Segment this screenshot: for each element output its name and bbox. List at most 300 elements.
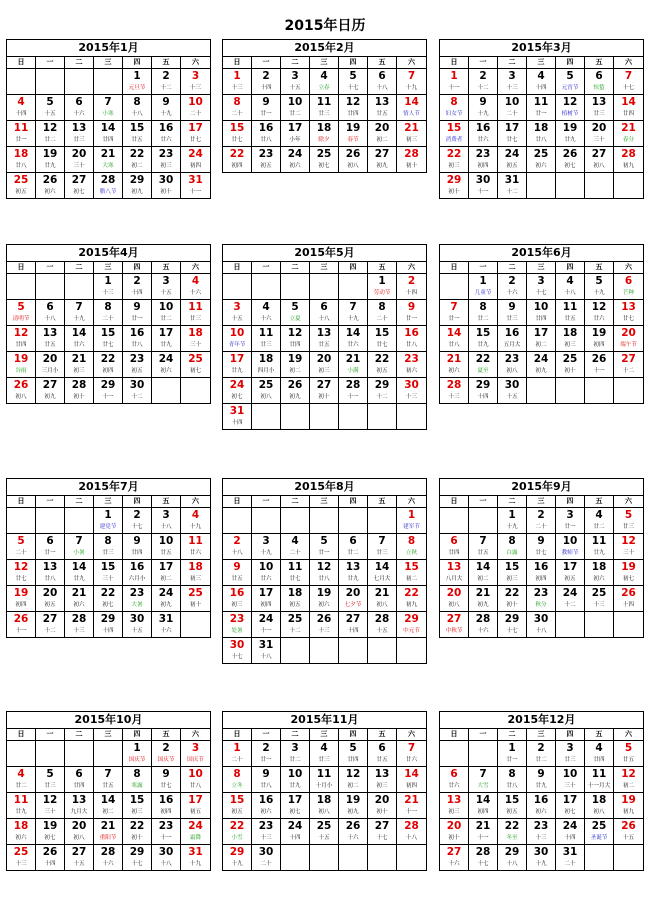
day-number[interactable]: 7 xyxy=(469,534,498,548)
day-number[interactable]: 27 xyxy=(65,845,94,859)
day-number[interactable]: 28 xyxy=(368,612,397,626)
day-number[interactable]: 21 xyxy=(469,586,498,600)
day-number[interactable]: 3 xyxy=(152,508,181,522)
day-number[interactable]: 9 xyxy=(123,300,152,314)
day-number[interactable]: 7 xyxy=(469,767,498,781)
day-number[interactable]: 10 xyxy=(152,534,181,548)
day-number[interactable]: 23 xyxy=(252,819,281,833)
day-number[interactable]: 6 xyxy=(65,767,94,781)
day-number[interactable]: 2 xyxy=(152,69,181,83)
day-number[interactable]: 29 xyxy=(94,612,123,626)
day-number[interactable]: 9 xyxy=(469,95,498,109)
day-number[interactable]: 24 xyxy=(152,352,181,366)
day-number[interactable]: 25 xyxy=(527,147,556,161)
day-number[interactable]: 18 xyxy=(281,586,310,600)
day-number[interactable]: 24 xyxy=(188,820,203,832)
day-number[interactable]: 26 xyxy=(556,147,585,161)
day-number[interactable]: 30 xyxy=(123,378,152,392)
day-number[interactable]: 9 xyxy=(527,767,556,781)
day-number[interactable]: 13 xyxy=(339,560,368,574)
day-number[interactable]: 10 xyxy=(527,300,556,314)
day-number[interactable]: 22 xyxy=(223,147,252,161)
day-number[interactable]: 4 xyxy=(527,69,556,83)
day-number[interactable]: 14 xyxy=(404,96,419,108)
day-number[interactable]: 3 xyxy=(281,741,310,755)
day-number[interactable]: 5 xyxy=(7,300,36,314)
day-number[interactable]: 11 xyxy=(7,121,36,135)
day-number[interactable]: 20 xyxy=(65,819,94,833)
day-number[interactable]: 2 xyxy=(123,508,152,522)
day-number[interactable]: 17 xyxy=(527,326,556,340)
day-number[interactable]: 3 xyxy=(556,741,585,755)
day-number[interactable]: 23 xyxy=(123,586,152,600)
day-number[interactable]: 22 xyxy=(404,587,419,599)
day-number[interactable]: 2 xyxy=(469,69,498,83)
day-number[interactable]: 1 xyxy=(368,274,397,288)
day-number[interactable]: 31 xyxy=(188,174,203,186)
day-number[interactable]: 18 xyxy=(585,560,614,574)
day-number[interactable]: 23 xyxy=(123,352,152,366)
day-number[interactable]: 22 xyxy=(498,586,527,600)
day-number[interactable]: 10 xyxy=(188,768,203,780)
day-number[interactable]: 4 xyxy=(7,95,36,109)
day-number[interactable]: 1 xyxy=(94,274,123,288)
day-number[interactable]: 2 xyxy=(527,741,556,755)
day-number[interactable]: 17 xyxy=(556,793,585,807)
day-number[interactable]: 6 xyxy=(36,534,65,548)
day-number[interactable]: 3 xyxy=(281,69,310,83)
day-number[interactable]: 13 xyxy=(36,560,65,574)
day-number[interactable]: 9 xyxy=(527,534,556,548)
day-number[interactable]: 26 xyxy=(339,147,368,161)
day-number[interactable]: 9 xyxy=(123,534,152,548)
day-number[interactable]: 20 xyxy=(65,147,94,161)
day-number[interactable]: 8 xyxy=(440,95,469,109)
day-number[interactable]: 6 xyxy=(368,69,397,83)
day-number[interactable]: 25 xyxy=(7,173,36,187)
day-number[interactable]: 11 xyxy=(585,534,614,548)
day-number[interactable]: 1 xyxy=(498,741,527,755)
day-number[interactable]: 10 xyxy=(281,767,310,781)
day-number[interactable]: 1 xyxy=(469,274,498,288)
day-number[interactable]: 22 xyxy=(469,352,498,366)
day-number[interactable]: 19 xyxy=(339,121,368,135)
day-number[interactable]: 7 xyxy=(407,742,416,754)
day-number[interactable]: 11 xyxy=(310,95,339,109)
day-number[interactable]: 29 xyxy=(94,378,123,392)
day-number[interactable]: 13 xyxy=(65,793,94,807)
day-number[interactable]: 5 xyxy=(339,69,368,83)
day-number[interactable]: 14 xyxy=(94,121,123,135)
day-number[interactable]: 21 xyxy=(94,819,123,833)
day-number[interactable]: 16 xyxy=(123,326,152,340)
day-number[interactable]: 29 xyxy=(498,612,527,626)
day-number[interactable]: 13 xyxy=(621,301,636,313)
day-number[interactable]: 30 xyxy=(527,612,556,626)
day-number[interactable]: 9 xyxy=(223,560,252,574)
day-number[interactable]: 7 xyxy=(368,534,397,548)
day-number[interactable]: 21 xyxy=(65,586,94,600)
day-number[interactable]: 22 xyxy=(498,819,527,833)
day-number[interactable]: 3 xyxy=(191,70,200,82)
day-number[interactable]: 10 xyxy=(281,95,310,109)
day-number[interactable]: 15 xyxy=(123,121,152,135)
day-number[interactable]: 15 xyxy=(498,560,527,574)
day-number[interactable]: 12 xyxy=(585,300,614,314)
day-number[interactable]: 27 xyxy=(310,378,339,392)
day-number[interactable]: 6 xyxy=(368,741,397,755)
day-number[interactable]: 18 xyxy=(310,121,339,135)
day-number[interactable]: 19 xyxy=(7,586,36,600)
day-number[interactable]: 14 xyxy=(469,560,498,574)
day-number[interactable]: 27 xyxy=(585,147,614,161)
day-number[interactable]: 13 xyxy=(368,767,397,781)
day-number[interactable]: 7 xyxy=(65,534,94,548)
day-number[interactable]: 4 xyxy=(556,274,585,288)
day-number[interactable]: 3 xyxy=(223,300,252,314)
day-number[interactable]: 21 xyxy=(440,352,469,366)
day-number[interactable]: 28 xyxy=(469,845,498,859)
day-number[interactable]: 28 xyxy=(621,148,636,160)
day-number[interactable]: 7 xyxy=(94,95,123,109)
day-number[interactable]: 7 xyxy=(65,300,94,314)
day-number[interactable]: 19 xyxy=(339,793,368,807)
day-number[interactable]: 14 xyxy=(94,793,123,807)
day-number[interactable]: 14 xyxy=(621,96,636,108)
day-number[interactable]: 3 xyxy=(191,742,200,754)
day-number[interactable]: 3 xyxy=(252,534,281,548)
day-number[interactable]: 27 xyxy=(440,612,469,626)
day-number[interactable]: 5 xyxy=(281,300,310,314)
day-number[interactable]: 2 xyxy=(252,69,281,83)
day-number[interactable]: 29 xyxy=(498,845,527,859)
day-number[interactable]: 16 xyxy=(123,560,152,574)
day-number[interactable]: 17 xyxy=(498,121,527,135)
day-number[interactable]: 8 xyxy=(498,767,527,781)
day-number[interactable]: 9 xyxy=(152,767,181,781)
day-number[interactable]: 15 xyxy=(440,121,469,135)
day-number[interactable]: 18 xyxy=(310,793,339,807)
day-number[interactable]: 9 xyxy=(407,301,416,313)
day-number[interactable]: 21 xyxy=(404,122,419,134)
day-number[interactable]: 19 xyxy=(585,326,614,340)
day-number[interactable]: 30 xyxy=(498,378,527,392)
day-number[interactable]: 11 xyxy=(7,793,36,807)
day-number[interactable]: 19 xyxy=(621,794,636,806)
day-number[interactable]: 22 xyxy=(123,819,152,833)
day-number[interactable]: 20 xyxy=(440,586,469,600)
day-number[interactable]: 29 xyxy=(123,845,152,859)
day-number[interactable]: 5 xyxy=(624,509,633,521)
day-number[interactable]: 26 xyxy=(7,378,36,392)
day-number[interactable]: 28 xyxy=(94,845,123,859)
day-number[interactable]: 10 xyxy=(152,300,181,314)
day-number[interactable]: 5 xyxy=(556,69,585,83)
day-number[interactable]: 17 xyxy=(152,560,181,574)
day-number[interactable]: 24 xyxy=(152,586,181,600)
day-number[interactable]: 23 xyxy=(469,147,498,161)
day-number[interactable]: 6 xyxy=(310,300,339,314)
day-number[interactable]: 29 xyxy=(404,613,419,625)
day-number[interactable]: 22 xyxy=(223,819,252,833)
day-number[interactable]: 8 xyxy=(469,300,498,314)
day-number[interactable]: 17 xyxy=(188,122,203,134)
day-number[interactable]: 15 xyxy=(123,793,152,807)
day-number[interactable]: 13 xyxy=(585,95,614,109)
day-number[interactable]: 24 xyxy=(556,586,585,600)
day-number[interactable]: 6 xyxy=(440,767,469,781)
day-number[interactable]: 19 xyxy=(36,147,65,161)
day-number[interactable]: 17 xyxy=(152,326,181,340)
day-number[interactable]: 31 xyxy=(252,638,281,652)
day-number[interactable]: 27 xyxy=(440,845,469,859)
day-number[interactable]: 5 xyxy=(310,534,339,548)
day-number[interactable]: 28 xyxy=(469,612,498,626)
day-number[interactable]: 21 xyxy=(94,147,123,161)
day-number[interactable]: 30 xyxy=(223,638,252,652)
day-number[interactable]: 24 xyxy=(527,352,556,366)
day-number[interactable]: 6 xyxy=(624,275,633,287)
day-number[interactable]: 30 xyxy=(152,173,181,187)
day-number[interactable]: 4 xyxy=(191,509,200,521)
day-number[interactable]: 5 xyxy=(624,742,633,754)
day-number[interactable]: 4 xyxy=(310,741,339,755)
day-number[interactable]: 28 xyxy=(404,820,419,832)
day-number[interactable]: 8 xyxy=(123,95,152,109)
day-number[interactable]: 17 xyxy=(281,121,310,135)
day-number[interactable]: 5 xyxy=(7,534,36,548)
day-number[interactable]: 18 xyxy=(7,819,36,833)
day-number[interactable]: 19 xyxy=(281,352,310,366)
day-number[interactable]: 12 xyxy=(621,768,636,780)
day-number[interactable]: 27 xyxy=(36,612,65,626)
day-number[interactable]: 2 xyxy=(498,274,527,288)
day-number[interactable]: 20 xyxy=(339,586,368,600)
day-number[interactable]: 2 xyxy=(223,534,252,548)
day-number[interactable]: 27 xyxy=(36,378,65,392)
day-number[interactable]: 11 xyxy=(310,767,339,781)
day-number[interactable]: 16 xyxy=(152,793,181,807)
day-number[interactable]: 1 xyxy=(123,69,152,83)
day-number[interactable]: 18 xyxy=(527,121,556,135)
day-number[interactable]: 6 xyxy=(65,95,94,109)
day-number[interactable]: 18 xyxy=(585,793,614,807)
day-number[interactable]: 20 xyxy=(621,327,636,339)
day-number[interactable]: 27 xyxy=(621,353,636,365)
day-number[interactable]: 16 xyxy=(498,326,527,340)
day-number[interactable]: 24 xyxy=(498,147,527,161)
day-number[interactable]: 28 xyxy=(65,378,94,392)
day-number[interactable]: 2 xyxy=(527,508,556,522)
day-number[interactable]: 20 xyxy=(310,352,339,366)
day-number[interactable]: 8 xyxy=(223,767,252,781)
day-number[interactable]: 17 xyxy=(252,586,281,600)
day-number[interactable]: 23 xyxy=(527,586,556,600)
day-number[interactable]: 5 xyxy=(36,767,65,781)
day-number[interactable]: 9 xyxy=(252,767,281,781)
day-number[interactable]: 22 xyxy=(94,586,123,600)
day-number[interactable]: 4 xyxy=(585,741,614,755)
day-number[interactable]: 26 xyxy=(310,612,339,626)
day-number[interactable]: 25 xyxy=(556,352,585,366)
day-number[interactable]: 10 xyxy=(556,767,585,781)
day-number[interactable]: 7 xyxy=(339,300,368,314)
day-number[interactable]: 14 xyxy=(65,326,94,340)
day-number[interactable]: 19 xyxy=(556,121,585,135)
day-number[interactable]: 23 xyxy=(527,819,556,833)
day-number[interactable]: 11 xyxy=(585,767,614,781)
day-number[interactable]: 11 xyxy=(281,560,310,574)
day-number[interactable]: 28 xyxy=(339,378,368,392)
day-number[interactable]: 20 xyxy=(585,121,614,135)
day-number[interactable]: 12 xyxy=(7,560,36,574)
day-number[interactable]: 4 xyxy=(585,508,614,522)
day-number[interactable]: 31 xyxy=(152,612,181,626)
day-number[interactable]: 16 xyxy=(152,121,181,135)
day-number[interactable]: 31 xyxy=(188,846,203,858)
day-number[interactable]: 7 xyxy=(407,70,416,82)
day-number[interactable]: 28 xyxy=(65,612,94,626)
day-number[interactable]: 24 xyxy=(281,819,310,833)
day-number[interactable]: 24 xyxy=(281,147,310,161)
day-number[interactable]: 13 xyxy=(36,326,65,340)
day-number[interactable]: 3 xyxy=(152,274,181,288)
day-number[interactable]: 30 xyxy=(527,845,556,859)
day-number[interactable]: 17 xyxy=(223,352,252,366)
day-number[interactable]: 30 xyxy=(469,173,498,187)
day-number[interactable]: 20 xyxy=(368,793,397,807)
day-number[interactable]: 21 xyxy=(339,352,368,366)
day-number[interactable]: 15 xyxy=(94,560,123,574)
day-number[interactable]: 12 xyxy=(7,326,36,340)
day-number[interactable]: 20 xyxy=(36,352,65,366)
day-number[interactable]: 14 xyxy=(469,793,498,807)
day-number[interactable]: 19 xyxy=(621,561,636,573)
day-number[interactable]: 8 xyxy=(368,300,397,314)
day-number[interactable]: 25 xyxy=(585,819,614,833)
day-number[interactable]: 27 xyxy=(368,819,397,833)
day-number[interactable]: 25 xyxy=(310,147,339,161)
day-number[interactable]: 12 xyxy=(556,95,585,109)
day-number[interactable]: 25 xyxy=(252,378,281,392)
day-number[interactable]: 15 xyxy=(94,326,123,340)
day-number[interactable]: 2 xyxy=(152,741,181,755)
day-number[interactable]: 7 xyxy=(94,767,123,781)
day-number[interactable]: 18 xyxy=(252,352,281,366)
day-number[interactable]: 3 xyxy=(556,508,585,522)
day-number[interactable]: 31 xyxy=(498,173,527,187)
day-number[interactable]: 1 xyxy=(123,741,152,755)
day-number[interactable]: 16 xyxy=(223,586,252,600)
day-number[interactable]: 26 xyxy=(621,820,636,832)
day-number[interactable]: 15 xyxy=(368,326,397,340)
day-number[interactable]: 26 xyxy=(7,612,36,626)
day-number[interactable]: 6 xyxy=(339,534,368,548)
day-number[interactable]: 18 xyxy=(556,326,585,340)
day-number[interactable]: 11 xyxy=(527,95,556,109)
day-number[interactable]: 22 xyxy=(368,352,397,366)
day-number[interactable]: 13 xyxy=(440,560,469,574)
day-number[interactable]: 11 xyxy=(188,535,203,547)
day-number[interactable]: 14 xyxy=(404,768,419,780)
day-number[interactable]: 8 xyxy=(498,534,527,548)
day-number[interactable]: 1 xyxy=(223,741,252,755)
day-number[interactable]: 12 xyxy=(339,95,368,109)
day-number[interactable]: 10 xyxy=(223,326,252,340)
day-number[interactable]: 29 xyxy=(469,378,498,392)
day-number[interactable]: 15 xyxy=(223,121,252,135)
day-number[interactable]: 21 xyxy=(469,819,498,833)
day-number[interactable]: 27 xyxy=(65,173,94,187)
day-number[interactable]: 9 xyxy=(498,300,527,314)
day-number[interactable]: 27 xyxy=(339,612,368,626)
day-number[interactable]: 12 xyxy=(310,560,339,574)
day-number[interactable]: 2 xyxy=(407,275,416,287)
day-number[interactable]: 6 xyxy=(440,534,469,548)
day-number[interactable]: 5 xyxy=(36,95,65,109)
day-number[interactable]: 4 xyxy=(281,534,310,548)
day-number[interactable]: 5 xyxy=(585,274,614,288)
day-number[interactable]: 11 xyxy=(556,300,585,314)
day-number[interactable]: 12 xyxy=(36,121,65,135)
day-number[interactable]: 2 xyxy=(252,741,281,755)
day-number[interactable]: 11 xyxy=(188,301,203,313)
day-number[interactable]: 13 xyxy=(310,326,339,340)
day-number[interactable]: 18 xyxy=(188,327,203,339)
day-number[interactable]: 20 xyxy=(368,121,397,135)
day-number[interactable]: 12 xyxy=(281,326,310,340)
day-number[interactable]: 23 xyxy=(252,147,281,161)
day-number[interactable]: 15 xyxy=(469,326,498,340)
day-number[interactable]: 25 xyxy=(188,587,203,599)
day-number[interactable]: 8 xyxy=(94,300,123,314)
day-number[interactable]: 13 xyxy=(368,95,397,109)
day-number[interactable]: 29 xyxy=(223,845,252,859)
day-number[interactable]: 28 xyxy=(94,173,123,187)
day-number[interactable]: 16 xyxy=(527,560,556,574)
day-number[interactable]: 16 xyxy=(252,121,281,135)
day-number[interactable]: 24 xyxy=(223,378,252,392)
day-number[interactable]: 23 xyxy=(152,147,181,161)
day-number[interactable]: 26 xyxy=(36,845,65,859)
day-number[interactable]: 8 xyxy=(94,534,123,548)
day-number[interactable]: 6 xyxy=(585,69,614,83)
day-number[interactable]: 10 xyxy=(556,534,585,548)
day-number[interactable]: 15 xyxy=(404,561,419,573)
day-number[interactable]: 30 xyxy=(252,845,281,859)
day-number[interactable]: 25 xyxy=(188,353,203,365)
day-number[interactable]: 23 xyxy=(404,353,419,365)
day-number[interactable]: 29 xyxy=(440,173,469,187)
day-number[interactable]: 15 xyxy=(498,793,527,807)
day-number[interactable]: 19 xyxy=(7,352,36,366)
day-number[interactable]: 21 xyxy=(65,352,94,366)
day-number[interactable]: 18 xyxy=(188,561,203,573)
day-number[interactable]: 14 xyxy=(440,326,469,340)
day-number[interactable]: 23 xyxy=(223,612,252,626)
day-number[interactable]: 1 xyxy=(440,69,469,83)
day-number[interactable]: 17 xyxy=(281,793,310,807)
day-number[interactable]: 15 xyxy=(223,793,252,807)
day-number[interactable]: 26 xyxy=(585,352,614,366)
day-number[interactable]: 21 xyxy=(621,122,636,134)
day-number[interactable]: 10 xyxy=(252,560,281,574)
day-number[interactable]: 30 xyxy=(152,845,181,859)
day-number[interactable]: 29 xyxy=(368,378,397,392)
day-number[interactable]: 17 xyxy=(188,794,203,806)
day-number[interactable]: 4 xyxy=(7,767,36,781)
day-number[interactable]: 18 xyxy=(7,147,36,161)
